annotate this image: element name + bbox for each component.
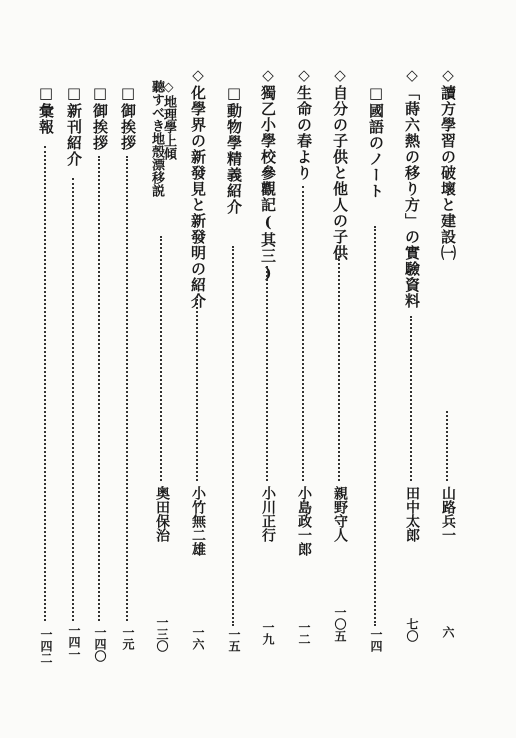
toc-entry xyxy=(292,66,316,666)
leader-dots xyxy=(232,246,234,626)
leader-dots xyxy=(410,316,412,481)
toc-entry xyxy=(62,66,86,666)
leader-dots xyxy=(44,146,46,621)
entry-title-line2: 聽すべき地殼漂移説 xyxy=(149,80,164,197)
entry-title: □御挨拶 xyxy=(119,84,137,151)
entry-author: 親野守人 xyxy=(332,486,348,542)
entry-page-number: 一六 xyxy=(191,626,205,650)
leader-dots xyxy=(126,156,128,621)
entry-page-number: 六 xyxy=(441,626,455,638)
entry-title: ◇「蒔六熱の移り方」の實驗資料 xyxy=(403,66,421,309)
entry-title: ◇獨乙小學校參觀記(其三) xyxy=(259,66,277,283)
leader-dots xyxy=(446,411,448,481)
entry-page-number: 一九 xyxy=(261,621,275,645)
entry-page-number: 一五 xyxy=(227,628,241,652)
entry-page-number: 一三〇 xyxy=(155,616,169,652)
toc-entry xyxy=(186,66,210,666)
entry-page-number: 一〇五 xyxy=(333,606,347,642)
entry-title: □新刊紹介 xyxy=(65,84,83,167)
entry-title: □御挨拶 xyxy=(91,84,109,151)
entry-author: 小竹無二雄 xyxy=(190,486,206,556)
leader-dots xyxy=(196,296,198,481)
entry-author: 田中太郎 xyxy=(404,486,420,542)
leader-dots xyxy=(98,156,100,621)
entry-author: 小川正行 xyxy=(260,486,276,542)
toc-entry xyxy=(400,66,424,666)
entry-page-number: 一元 xyxy=(121,626,135,650)
entry-page-number: 七〇 xyxy=(405,618,419,642)
entry-title-line1: ◇地理學上傾 xyxy=(161,80,176,160)
entry-title: ◇自分の子供と他人の子供 xyxy=(331,66,349,261)
entry-title: ◇化學界の新發見と新發明の紹介 xyxy=(189,66,207,309)
leader-dots xyxy=(266,266,268,481)
toc-entry xyxy=(364,66,388,666)
entry-title: ◇讀方學習の破壞と建設㈠ xyxy=(439,66,457,261)
leader-dots xyxy=(374,226,376,626)
leader-dots xyxy=(72,178,74,621)
entry-page-number: 一四二 xyxy=(39,628,53,664)
toc-entry xyxy=(256,66,280,666)
toc-entry xyxy=(34,66,58,666)
entry-page-number: 一四 xyxy=(369,628,383,652)
entry-title: ◇生命の春より xyxy=(295,66,313,181)
entry-title: □動物學精義紹介 xyxy=(225,84,243,215)
entry-title: □國語のノート xyxy=(367,84,385,199)
leader-dots xyxy=(302,186,304,481)
toc-entry xyxy=(88,66,112,666)
toc-entry xyxy=(116,66,140,666)
leader-dots xyxy=(160,236,162,481)
toc-entry xyxy=(222,66,246,666)
entry-author: 奥田保治 xyxy=(154,486,170,542)
entry-title: □彙報 xyxy=(37,84,55,135)
toc-entry xyxy=(150,66,174,666)
entry-author: 山路兵一 xyxy=(440,486,456,542)
toc-entry xyxy=(436,66,460,666)
entry-author: 小島政一郎 xyxy=(296,486,312,556)
leader-dots xyxy=(338,256,340,481)
entry-page-number: 一二 xyxy=(297,621,311,645)
entry-page-number: 一四一 xyxy=(67,624,81,660)
toc-entry xyxy=(328,66,352,666)
entry-page-number: 一四〇 xyxy=(93,626,107,662)
